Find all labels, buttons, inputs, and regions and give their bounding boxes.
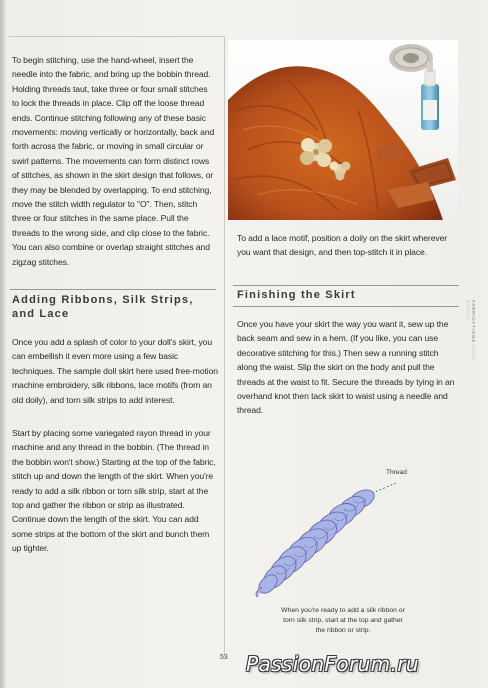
thread-label: Thread	[386, 469, 407, 476]
ribbon-gathering-illustration	[250, 475, 420, 600]
page-binding-shadow	[0, 0, 6, 688]
ribbons-paragraph-2: Start by placing some variegated rayon thread in your machine and any thread in the bobbin. (The thread in the bobbin won't show.) Starting at the top of the fabric, stitch up and down the length of the skirt. When you're ready to add a silk ribbon or torn silk strip, start at the top and gather the ribbon or strip as illustrated. Continue down the length of the skirt. You can add some strips at the bottom of the skirt and bunch them up tighter.	[12, 428, 216, 554]
page-number: 53	[220, 654, 228, 661]
running-head-section: FABRICATIONS	[471, 300, 476, 343]
running-head	[464, 300, 476, 380]
intro-paragraph: To begin stitching, use the hand-wheel, insert the needle into the fabric, and bring up the bobbin thread. Holding threads taut, take three or four small stitches to lock the threads in place. Clip off the loose thread ends. Continue stitching following any of these basic movements: moving vertically or horizontally, back and forth across the fabric, or moving in small circular or swirl patterns. The movements can form distinct rows of stitches, as shown in the skirt design that follows, or they may be blended by overlapping. To end stitching, move the stitch width regulator to "O". Then, stitch three or four stitches in the same place. Pull the threads to the wrong side, and clip close to the fabric. You can also combine or overlap straight stitches and zigzag stitches.	[12, 55, 215, 267]
finishing-section-rule-bottom	[233, 306, 459, 307]
ribbons-paragraph-1: Once you add a splash of color to your doll's skirt, you can embellish it even more using a few basic techniques. The sample doll skirt here used free-motion machine embroidery, silk ribbons, lace motifs (from an old doily), and torn silk strips to add interest.	[12, 337, 218, 405]
illustration-caption: When you're ready to add a silk ribbon or torn silk strip, start at the top and gather the ribbon or strip.	[281, 607, 405, 635]
lace-motif-paragraph: To add a lace motif, position a doily on the skirt wherever you want that design, and then top-stitch it in place.	[237, 233, 448, 258]
skirt-photo-graphic	[228, 40, 458, 220]
section-heading-ribbons: Adding Ribbons, Silk Strips, and Lace	[12, 294, 194, 320]
site-watermark: PassionForum.ru	[246, 652, 420, 676]
section-heading-finishing: Finishing the Skirt	[237, 289, 356, 301]
column-divider	[224, 36, 225, 656]
top-divider	[8, 36, 224, 37]
skirt-photo	[228, 40, 458, 220]
finishing-section-rule	[233, 285, 459, 286]
page-right-edge	[478, 0, 488, 688]
running-head-subsection: Cloth Bodies	[466, 300, 476, 360]
finishing-paragraph: Once you have your skirt the way you want it, sew up the back seam and sew in a hem. (If you like, you can use decorative stitching for this.) Then sew a running stitch along the waist. Slip the skirt on the body and pull the threads at the waist to fit. Secure the threads by tying in an overhand knot then tack skirt to waist using a needle and thread.	[237, 319, 455, 416]
section-rule	[10, 289, 216, 290]
